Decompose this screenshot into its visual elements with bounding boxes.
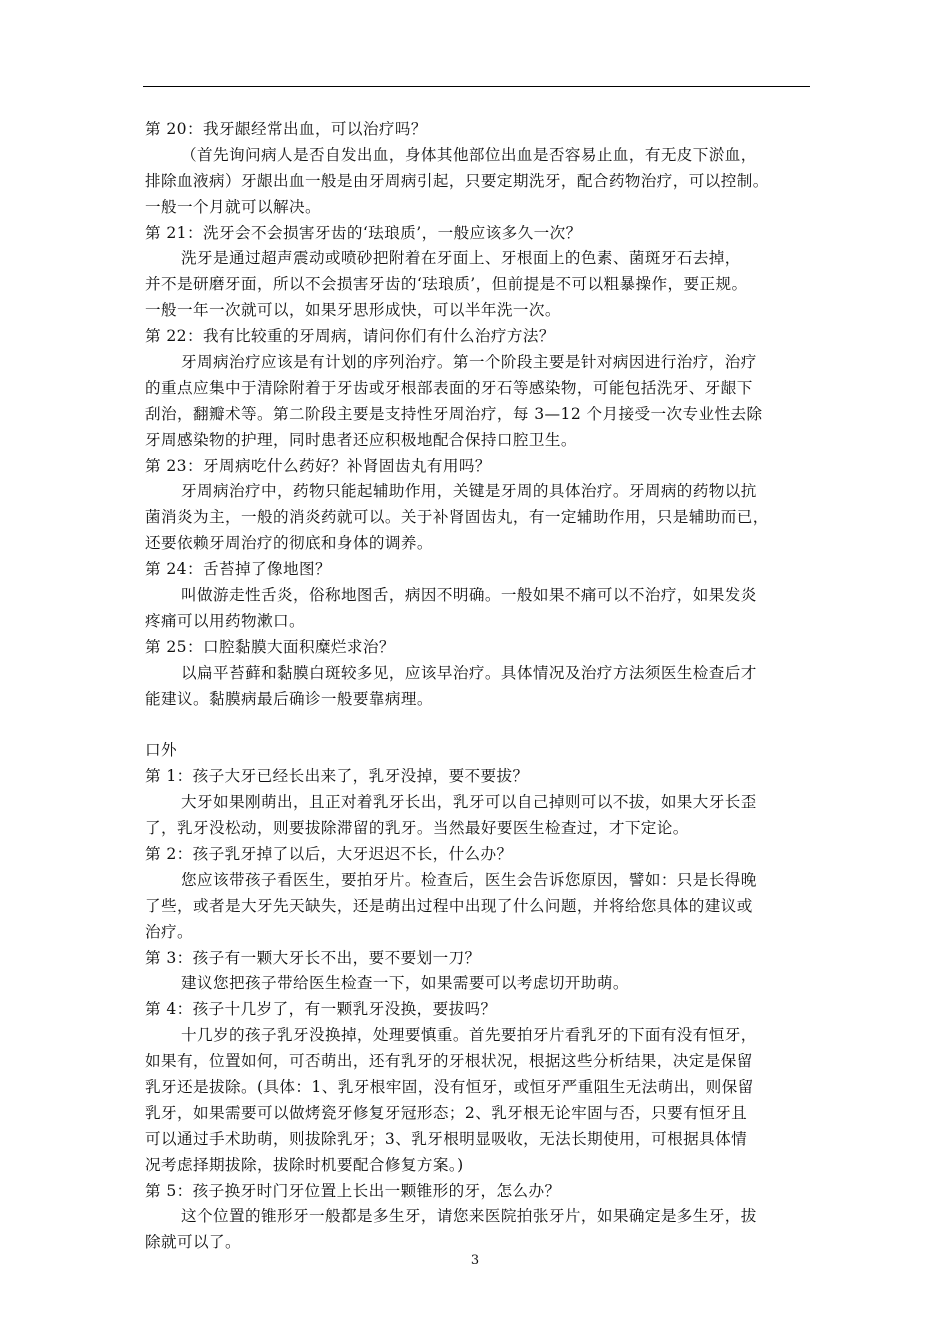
answer-paragraph-start: 您应该带孩子看医生，要拍牙片。检查后，医生会告诉您原因，譬如：只是长得晚 <box>181 870 757 889</box>
answer-paragraph-start: 牙周病治疗应该是有计划的序列治疗。第一个阶段主要是针对病因进行治疗，治疗 <box>181 353 757 372</box>
answer-paragraph-line: 治疗。 <box>145 922 193 941</box>
answer-paragraph-line: 刮治，翻瓣术等。第二阶段主要是支持性牙周治疗，每 3—12 个月接受一次专业性去除 <box>145 404 763 423</box>
answer-paragraph-start: 十几岁的孩子乳牙没换掉，处理要慎重。首先要拍牙片看乳牙的下面有没有恒牙， <box>181 1026 757 1045</box>
answer-paragraph-line: 乳牙还是拔除。(具体：1、乳牙根牢固，没有恒牙，或恒牙严重阻生无法萌出，则保留 <box>145 1077 754 1096</box>
question-heading: 第 1：孩子大牙已经长出来了，乳牙没掉，要不要拔？ <box>145 767 529 786</box>
answer-paragraph-line: 菌消炎为主，一般的消炎药就可以。关于补肾固齿丸，有一定辅助作用，只是辅助而已， <box>145 508 769 527</box>
question-heading: 第 24：舌苔掉了像地图？ <box>145 560 331 579</box>
answer-paragraph-line: 了些，或者是大牙先天缺失，还是萌出过程中出现了什么问题，并将给您具体的建议或 <box>145 896 753 915</box>
answer-paragraph-start: 建议您把孩子带给医生检查一下，如果需要可以考虑切开助萌。 <box>181 974 629 993</box>
answer-paragraph-line: 除就可以了。 <box>145 1233 241 1252</box>
answer-paragraph-line: 并不是研磨牙面，所以不会损害牙齿的‘珐琅质’，但前提是不可以粗暴操作，要正规。 <box>145 275 748 294</box>
document-body <box>145 117 809 1256</box>
answer-paragraph-line: 可以通过手术助萌，则拔除乳牙；3、乳牙根明显吸收，无法长期使用，可根据具体情 <box>145 1129 748 1148</box>
question-heading: 第 22：我有比较重的牙周病，请问你们有什么治疗方法？ <box>145 327 555 346</box>
answer-paragraph-line: 了，乳牙没松动，则要拔除滞留的乳牙。当然最好要医生检查过，才下定论。 <box>145 819 689 838</box>
question-heading: 第 20：我牙龈经常出血，可以治疗吗？ <box>145 120 427 138</box>
question-heading: 第 3：孩子有一颗大牙长不出，要不要划一刀？ <box>145 948 481 967</box>
answer-paragraph-start: 叫做游走性舌炎，俗称地图舌，病因不明确。一般如果不痛可以不治疗，如果发炎 <box>181 586 757 605</box>
answer-paragraph-start: 牙周病治疗中，药物只能起辅助作用，关键是牙周的具体治疗。牙周病的药物以抗 <box>181 482 757 501</box>
section-heading: 口外 <box>145 741 177 760</box>
answer-paragraph-line: 疼痛可以用药物漱口。 <box>145 611 305 630</box>
answer-paragraph-line: 一般一年一次就可以，如果牙思形成快，可以半年洗一次。 <box>145 301 561 320</box>
question-heading: 第 5：孩子换牙时门牙位置上长出一颗锥形的牙，怎么办？ <box>145 1181 561 1200</box>
answer-paragraph-start: 大牙如果刚萌出，且正对着乳牙长出，乳牙可以自己掉则可以不拔，如果大牙长歪 <box>181 793 757 812</box>
answer-paragraph-line: 排除血液病）牙龈出血一般是由牙周病引起，只要定期洗牙，配合药物治疗，可以控制。 <box>145 171 769 190</box>
answer-paragraph-line: 乳牙，如果需要可以做烤瓷牙修复牙冠形态；2、乳牙根无论牢固与否，只要有恒牙且 <box>145 1103 748 1122</box>
page-number: 3 <box>470 1253 480 1268</box>
question-heading: 第 21：洗牙会不会损害牙齿的‘珐琅质’，一般应该多久一次？ <box>145 223 582 242</box>
answer-paragraph-line: 牙周感染物的护理，同时患者还应积极地配合保持口腔卫生。 <box>145 430 577 449</box>
answer-paragraph-line: 如果有，位置如何，可否萌出，还有乳牙的牙根状况，根据这些分析结果，决定是保留 <box>145 1052 753 1071</box>
question-heading: 第 4：孩子十几岁了，有一颗乳牙没换，要拔吗？ <box>145 1000 497 1019</box>
question-heading: 第 23：牙周病吃什么药好？补肾固齿丸有用吗？ <box>145 456 491 475</box>
answer-paragraph-line: 况考虑择期拔除，拔除时机要配合修复方案。) <box>145 1155 464 1174</box>
answer-paragraph-line: 能建议。黏膜病最后确诊一般要靠病理。 <box>145 689 433 708</box>
answer-paragraph-start: 这个位置的锥形牙一般都是多生牙，请您来医院拍张牙片，如果确定是多生牙，拔 <box>181 1207 757 1226</box>
answer-paragraph-line: 一般一个月就可以解决。 <box>145 197 321 216</box>
answer-paragraph-line: 还要依赖牙周治疗的彻底和身体的调养。 <box>145 534 433 553</box>
question-heading: 第 25：口腔黏膜大面积糜烂求治？ <box>145 637 395 656</box>
header-rule <box>143 86 810 87</box>
answer-paragraph-line: 的重点应集中于清除附着于牙齿或牙根部表面的牙石等感染物，可能包括洗牙、牙龈下 <box>145 378 753 397</box>
blank-line <box>145 712 809 738</box>
answer-paragraph-start: 洗牙是通过超声震动或喷砂把附着在牙面上、牙根面上的色素、菌斑牙石去掉， <box>181 249 741 268</box>
answer-paragraph-start: 以扁平苔藓和黏膜白斑较多见，应该早治疗。具体情况及治疗方法须医生检查后才 <box>181 663 757 682</box>
question-heading: 第 2：孩子乳牙掉了以后，大牙迟迟不长，什么办？ <box>145 844 513 863</box>
answer-paragraph-start: （首先询问病人是否自发出血，身体其他部位出血是否容易止血，有无皮下淤血， <box>181 145 757 164</box>
